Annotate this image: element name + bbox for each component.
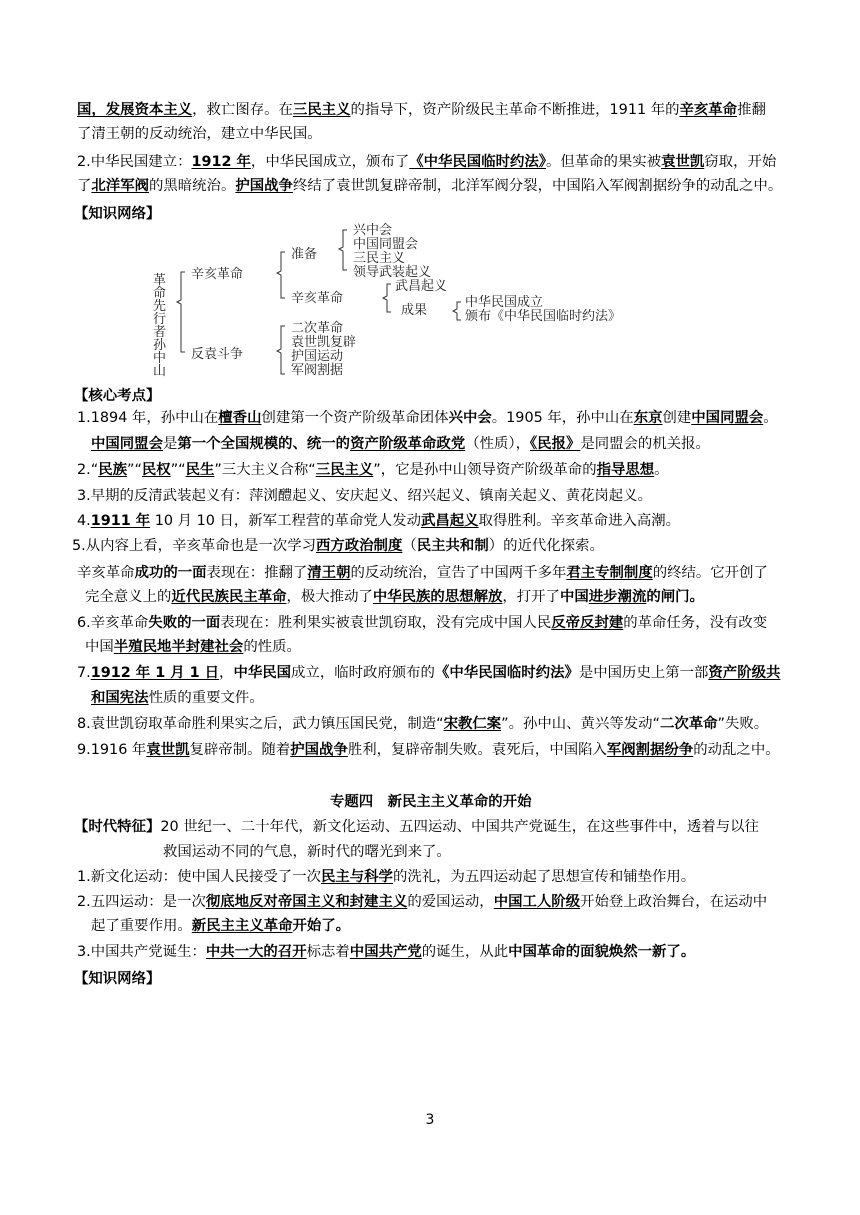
text-run: 中国同盟会 (91, 436, 163, 452)
tree-node-label: 军阀割据 (291, 363, 344, 378)
para-line (77, 124, 322, 144)
text-run: 开始登上政治舞台，在运动中 (580, 894, 768, 910)
tree-node-label: 兴中会 (353, 223, 393, 238)
text-run: 的反动统治，宣告了中国两千多年 (350, 565, 567, 581)
text-run: 复辟帝制。随着 (189, 742, 291, 758)
text-run: 三民主义 (292, 102, 351, 118)
text-run: 民主共和制 (416, 538, 489, 554)
text-run: 取得胜利。辛亥革命进入高潮。 (478, 513, 681, 529)
text-run: 的爱国运动， (407, 894, 494, 910)
text-run: ”三大主义合称“ (214, 462, 316, 478)
text-run: 民权 (141, 462, 171, 478)
text-run: 进步潮流 (588, 589, 647, 605)
tree-node-label: 袁世凯复辟 (291, 335, 357, 350)
text-run: 性质的重要文件。 (148, 690, 264, 706)
text-run: 国，发展资本主义 (77, 102, 193, 118)
section-heading-knowledge-network-2: 【知识网络】 (74, 971, 161, 987)
tree-root-char: 命 (153, 286, 167, 301)
text-run: 标志着 (306, 944, 350, 960)
text-run: 完全意义上的 (85, 589, 172, 605)
text-run: 。但革命的果实被 (545, 154, 662, 170)
text-run: 军阀割据纷争 (606, 742, 694, 758)
text-run: ）的近代化探索。 (488, 538, 604, 554)
tree-node-label: 领导武装起义 (353, 265, 432, 280)
text-run: 起了重要作用。 (91, 918, 192, 934)
section-heading-core-points: 【核心考点】 (74, 388, 161, 404)
text-run: 窃取，开始 (704, 154, 777, 170)
text-run: 护国战争 (290, 742, 348, 758)
text-run: 东京 (633, 410, 663, 426)
tree-root-char: 先 (153, 299, 167, 314)
para-line (74, 817, 759, 837)
text-run: 民主与科学 (320, 869, 393, 885)
text-run: 兴中会 (448, 410, 492, 426)
para-line (77, 563, 768, 583)
text-run: 的闸门。 (646, 589, 704, 605)
text-run: 2.“ (77, 462, 99, 478)
para-line (77, 460, 669, 480)
tree-root-char: 孙 (153, 338, 167, 353)
tree-node-label: 成果 (401, 303, 428, 318)
text-run: 是 (162, 436, 178, 452)
para-line (77, 486, 652, 506)
text-run: 的革命任务，没有改变 (623, 615, 768, 631)
tree-node-label: 准备 (291, 247, 318, 262)
text-run: 中华民族的思想解放 (372, 589, 503, 605)
text-run: 救国运动不同的气息，新时代的曙光到来了。 (163, 844, 451, 860)
text-run: 胜利，复辟帝制失败。袁死后，中国陷入 (347, 742, 607, 758)
text-run: ，救亡图存。在 (192, 102, 293, 118)
text-run: 第一个全国规模的、统一的 (177, 436, 351, 452)
text-run: 成立，临时政府颁布的 (291, 665, 435, 681)
page-number: 3 (425, 1112, 435, 1128)
tree-root-label (153, 273, 167, 379)
tree-node-label: 辛亥革命 (191, 267, 244, 282)
para-line (77, 176, 782, 196)
text-run: 北洋军阀 (91, 178, 149, 194)
text-run: 20 世纪一、二十年代，新文化运动、五四运动、中国共产党诞生，在这些事件中，透着与以往 (160, 819, 759, 835)
text-run: 2.五四运动：是一次 (77, 894, 206, 910)
text-run: ， (219, 665, 234, 681)
text-run: 了清王朝的反动统治，建立中华民国。 (77, 126, 322, 142)
text-run: 新民主主义革命 (191, 918, 293, 934)
tree-root-char: 行 (153, 312, 167, 327)
tree-node-label: 三民主义 (353, 251, 406, 266)
para-line (77, 663, 780, 683)
para-line (77, 511, 680, 531)
tree-root-char: 革 (153, 273, 167, 288)
text-run: ，极大推动了 (286, 589, 373, 605)
text-run: 创建 (662, 410, 692, 426)
text-run: 2.中华民国建立： (77, 154, 192, 170)
text-run: 7. (77, 665, 91, 681)
text-run: 中国同盟会 (691, 410, 764, 426)
tree-node-label: 武昌起义 (395, 279, 448, 294)
text-run: 的指导下，资产阶级民主革命不断推进，1911 年的 (350, 102, 680, 118)
para-line (77, 892, 767, 912)
para-line (77, 740, 780, 760)
text-run: 6.辛亥革命 (77, 615, 149, 631)
text-run: 的诞生，从此 (421, 944, 509, 960)
text-run: 的动乱之中。 (693, 742, 780, 758)
text-run: 半殖民地半封建社会 (113, 639, 244, 655)
para-line (85, 587, 704, 607)
text-run: 5.从内容上看，辛亥革命也是一次学习 (72, 538, 316, 554)
text-run: 创建第一个资产阶级革命团体 (261, 410, 449, 426)
text-run: 西方政治制度 (315, 538, 403, 554)
tree-node-label: 护国运动 (291, 349, 344, 364)
knowledge-tree-diagram (145, 222, 745, 382)
text-run: 4. (77, 513, 91, 529)
text-run: 中华民国 (233, 665, 292, 681)
text-run: 清王朝 (307, 565, 351, 581)
text-run: 1912 年 1 月 1 日 (90, 665, 220, 681)
text-run: 指导思想 (596, 462, 655, 478)
text-run: 的黑暗统治。 (148, 178, 236, 194)
text-run: 和国宪法 (91, 690, 149, 706)
para-line (77, 152, 776, 172)
para-line (85, 637, 301, 657)
text-run: 宋教仁案 (443, 716, 502, 732)
para-line (77, 408, 778, 428)
text-run: 的洗礼，为五四运动起了思想宣传和铺垫作用。 (392, 869, 696, 885)
text-run: 辛亥革命 (77, 565, 135, 581)
text-run: 。 (654, 462, 669, 478)
text-run: 彻底地反对帝国主义和封建主义 (205, 894, 408, 910)
text-run: 8.袁世凯窃取革命胜利果实之后，武力镇压国民党，制造“ (77, 716, 444, 732)
text-run: 三民主义 (315, 462, 374, 478)
text-run: 10 月 10 日，新军工程营的革命党人发动 (150, 513, 421, 529)
text-run: 近代民族民主革命 (171, 589, 287, 605)
text-run: 反帝反封建 (551, 615, 624, 631)
text-run: 是中国历史上第一部 (578, 665, 709, 681)
text-run: 护国战争 (235, 178, 293, 194)
text-run: 《中华民国临时约法》 (409, 154, 546, 170)
text-run: 表现在：胜利果实被袁世凯窃取，没有完成中国人民 (220, 615, 552, 631)
text-run: 。 (763, 410, 778, 426)
text-run: ，打开了 (502, 589, 560, 605)
text-run: 。1905 年，孙中山在 (491, 410, 634, 426)
text-run: ，中华民国成立，颁布了 (250, 154, 410, 170)
text-run: 中国 (559, 589, 589, 605)
para-line (91, 916, 350, 936)
text-run: 中国工人阶级 (493, 894, 581, 910)
text-run: 中国革命的面貌焕然一新了。 (508, 944, 696, 960)
para-line (163, 842, 451, 862)
para-line (77, 714, 768, 734)
para-line (77, 867, 695, 887)
text-run: 【时代特征】 (74, 819, 161, 835)
text-run: ”，它是孙中山领导资产阶级革命的 (373, 462, 597, 478)
para-line (91, 688, 264, 708)
text-run: 表现在：推翻了 (206, 565, 308, 581)
text-run: 袁世凯 (146, 742, 190, 758)
text-run: （性质）， (465, 436, 530, 452)
text-run: 推翻 (737, 102, 766, 118)
text-run: 二次革命 (659, 716, 718, 732)
tree-node-label: 反袁斗争 (191, 347, 244, 362)
text-run: 了 (77, 178, 92, 194)
text-run: 中共一大的召开 (205, 944, 307, 960)
para-line (77, 613, 767, 633)
text-run: 资产阶级共 (708, 665, 781, 681)
text-run: 1912 年 (191, 154, 251, 170)
text-run: 是同盟会的机关报。 (580, 436, 710, 452)
tree-root-char: 山 (153, 364, 167, 379)
text-run: 袁世凯 (661, 154, 705, 170)
text-run: 3.早期的反清武装起义有：萍浏醴起义、安庆起义、绍兴起义、镇南关起义、黄花岗起义。 (77, 488, 652, 504)
para-line (91, 434, 710, 454)
text-run: 中国共产党 (349, 944, 422, 960)
text-run: 《民报》 (529, 436, 581, 452)
para-line (77, 942, 695, 962)
text-run: 的终结。它开创了 (652, 565, 768, 581)
tree-node-label: 二次革命 (291, 321, 344, 336)
tree-node-label: 中国同盟会 (353, 237, 419, 252)
text-run: 1.1894 年，孙中山在 (77, 410, 219, 426)
text-run: 1.新文化运动：使中国人民接受了一次 (77, 869, 321, 885)
tree-root-char: 中 (153, 351, 167, 366)
text-run: 开始了。 (292, 918, 351, 934)
tree-node-label: 中华民国成立 (465, 295, 544, 310)
text-run: 资产阶级革命政党 (350, 436, 466, 452)
text-run: 1911 年 (90, 513, 151, 529)
text-run: 君主专制制度 (566, 565, 653, 581)
text-run: 9.1916 年 (77, 742, 147, 758)
para-line (72, 536, 604, 556)
text-run: 武昌起义 (420, 513, 479, 529)
tree-node-label: 颁布《中华民国临时约法》 (465, 309, 622, 324)
section-heading-knowledge-network: 【知识网络】 (74, 206, 161, 222)
text-run: ”失败。 (717, 716, 769, 732)
text-run: 成功的一面 (134, 565, 207, 581)
text-run: 终结了袁世凯复辟帝制，北洋军阀分裂，中国陷入军阀割据纷争的动乱之中。 (292, 178, 783, 194)
text-run: ”“ (170, 462, 186, 478)
text-run: 3.中国共产党诞生： (77, 944, 206, 960)
tree-root-char: 者 (153, 325, 167, 340)
text-run: 的性质。 (243, 639, 301, 655)
para-line (77, 100, 766, 120)
text-run: 失败的一面 (148, 615, 221, 631)
text-run: （ (402, 538, 417, 554)
text-run: 民生 (185, 462, 215, 478)
text-run: ”“ (126, 462, 142, 478)
text-run: 檀香山 (218, 410, 262, 426)
text-run: 《中华民国临时约法》 (434, 665, 579, 681)
topic-title: 专题四 新民主主义革命的开始 (330, 794, 532, 810)
text-run: 辛亥革命 (679, 102, 738, 118)
text-run: ”。孙中山、黄兴等发动“ (501, 716, 660, 732)
text-run: 民族 (98, 462, 127, 478)
tree-node-label: 辛亥革命 (291, 291, 344, 306)
text-run: 中国 (85, 639, 114, 655)
